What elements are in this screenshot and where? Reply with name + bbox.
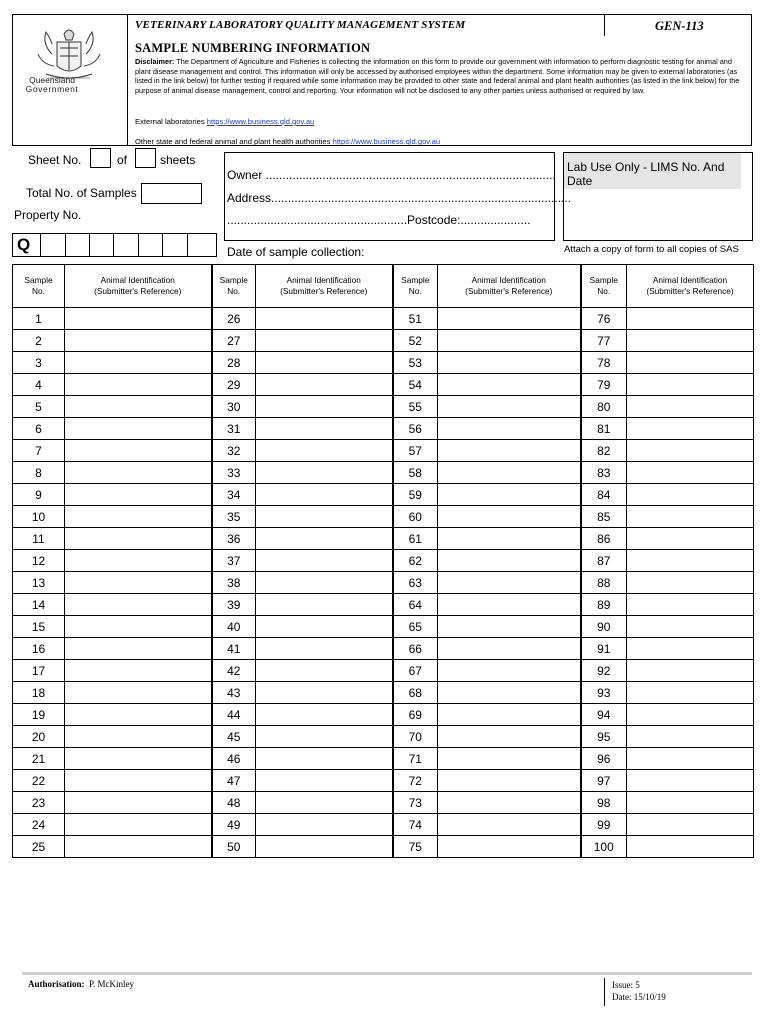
sample-number: 70 (393, 726, 438, 748)
authorisation (28, 979, 134, 989)
sample-number: 77 (581, 330, 627, 352)
property-digit[interactable] (139, 234, 163, 256)
table-row (13, 484, 754, 506)
sample-number: 73 (393, 792, 438, 814)
sample-number: 91 (581, 638, 627, 660)
animal-id-input[interactable] (65, 792, 212, 814)
sample-number: 28 (212, 352, 256, 374)
sample-number: 90 (581, 616, 627, 638)
sample-number: 87 (581, 550, 627, 572)
animal-id-input[interactable] (438, 836, 581, 858)
animal-id-input[interactable] (65, 330, 212, 352)
property-digit[interactable] (90, 234, 114, 256)
sample-number: 86 (581, 528, 627, 550)
table-row (13, 308, 754, 330)
animal-id-input[interactable] (65, 594, 212, 616)
queensland-government-logo (12, 14, 128, 146)
sample-number: 88 (581, 572, 627, 594)
col-animal-header: Animal Identification (Submitter's Reference) (627, 265, 754, 308)
logo-line-2: Government (25, 84, 79, 94)
sample-number: 63 (393, 572, 438, 594)
animal-id-input[interactable] (65, 616, 212, 638)
sample-number: 49 (212, 814, 256, 836)
animal-id-input[interactable] (65, 528, 212, 550)
animal-id-input[interactable] (627, 308, 754, 330)
table-row (13, 462, 754, 484)
logo-line-1: Queensland (29, 75, 75, 85)
sample-number: 45 (212, 726, 256, 748)
sample-number: 67 (393, 660, 438, 682)
col-animal-header: Animal Identification (Submitter's Reference) (256, 265, 393, 308)
table-row (13, 594, 754, 616)
animal-id-input[interactable] (627, 396, 754, 418)
animal-id-input[interactable] (256, 748, 393, 770)
sample-number: 29 (212, 374, 256, 396)
sample-number: 97 (581, 770, 627, 792)
table-row (13, 528, 754, 550)
sheets-label: sheets (160, 153, 196, 167)
sample-number: 52 (393, 330, 438, 352)
address-field[interactable]: Address.......................................................................................... (227, 191, 572, 205)
animal-id-input[interactable] (627, 704, 754, 726)
animal-id-input[interactable] (438, 770, 581, 792)
property-digit[interactable] (163, 234, 188, 256)
animal-id-input[interactable] (627, 528, 754, 550)
sample-number: 43 (212, 682, 256, 704)
sample-number: 13 (13, 572, 65, 594)
animal-id-input[interactable] (627, 352, 754, 374)
animal-id-input[interactable] (627, 440, 754, 462)
sample-number: 42 (212, 660, 256, 682)
animal-id-input[interactable] (627, 594, 754, 616)
sample-number: 26 (212, 308, 256, 330)
divider (604, 14, 605, 36)
animal-id-input[interactable] (65, 506, 212, 528)
property-no-label: Property No. (14, 208, 82, 222)
animal-id-input[interactable] (438, 682, 581, 704)
sample-number: 10 (13, 506, 65, 528)
sample-number: 31 (212, 418, 256, 440)
animal-id-input[interactable] (438, 330, 581, 352)
sample-number: 74 (393, 814, 438, 836)
table-row (13, 836, 754, 858)
issue-date: Date: 15/10/19 (612, 992, 666, 1002)
sample-number: 46 (212, 748, 256, 770)
sample-number: 93 (581, 682, 627, 704)
animal-id-input[interactable] (256, 330, 393, 352)
sample-number: 35 (212, 506, 256, 528)
table-row (13, 682, 754, 704)
sample-number: 36 (212, 528, 256, 550)
animal-id-input[interactable] (65, 440, 212, 462)
col-animal-header: Animal Identification (Submitter's Reference) (65, 265, 212, 308)
form-title: SAMPLE NUMBERING INFORMATION (135, 41, 371, 55)
table-row (13, 440, 754, 462)
lab-use-title: Lab Use Only - LIMS No. And Date (564, 153, 741, 189)
sample-number: 44 (212, 704, 256, 726)
sample-number: 51 (393, 308, 438, 330)
sample-number: 1 (13, 308, 65, 330)
postcode-field[interactable]: ......................................................Postcode:..................... (227, 213, 531, 227)
animal-id-input[interactable] (627, 330, 754, 352)
animal-id-input[interactable] (256, 572, 393, 594)
property-no-input[interactable] (12, 233, 217, 257)
property-digit[interactable] (66, 234, 90, 256)
sample-number: 21 (13, 748, 65, 770)
sample-number: 4 (13, 374, 65, 396)
animal-id-input[interactable] (65, 396, 212, 418)
col-sample-header: Sample No. (212, 265, 256, 308)
animal-id-input[interactable] (256, 440, 393, 462)
animal-id-input[interactable] (65, 660, 212, 682)
table-row (13, 638, 754, 660)
total-samples-input[interactable] (141, 183, 202, 204)
table-row (13, 616, 754, 638)
sample-number: 61 (393, 528, 438, 550)
footer-rule (22, 972, 752, 975)
table-row (13, 418, 754, 440)
sample-number: 32 (212, 440, 256, 462)
sheet-no-label: Sheet No. (28, 153, 82, 167)
authorisation-name: P. McKinley (89, 979, 135, 989)
sample-number: 54 (393, 374, 438, 396)
sample-number: 50 (212, 836, 256, 858)
table-row (13, 792, 754, 814)
sheet-no-input[interactable] (90, 148, 111, 168)
animal-id-input[interactable] (256, 704, 393, 726)
table-row (13, 704, 754, 726)
col-sample-header: Sample No. (393, 265, 438, 308)
animal-id-input[interactable] (256, 726, 393, 748)
animal-id-input[interactable] (627, 814, 754, 836)
sample-number: 12 (13, 550, 65, 572)
animal-id-input[interactable] (627, 484, 754, 506)
animal-id-input[interactable] (438, 638, 581, 660)
table-row (13, 330, 754, 352)
sample-number: 99 (581, 814, 627, 836)
sample-number: 81 (581, 418, 627, 440)
table-header (13, 265, 754, 308)
sample-number: 48 (212, 792, 256, 814)
animal-id-input[interactable] (256, 396, 393, 418)
q-prefix: Q (13, 234, 41, 256)
animal-id-input[interactable] (438, 396, 581, 418)
sample-number: 40 (212, 616, 256, 638)
animal-id-input[interactable] (438, 594, 581, 616)
animal-id-input[interactable] (627, 726, 754, 748)
table-row (13, 506, 754, 528)
animal-id-input[interactable] (438, 572, 581, 594)
sample-number: 75 (393, 836, 438, 858)
sample-number: 58 (393, 462, 438, 484)
sample-number: 37 (212, 550, 256, 572)
animal-id-input[interactable] (256, 660, 393, 682)
sample-number: 24 (13, 814, 65, 836)
sample-number: 39 (212, 594, 256, 616)
col-sample-header: Sample No. (581, 265, 627, 308)
animal-id-input[interactable] (65, 726, 212, 748)
sample-number: 17 (13, 660, 65, 682)
animal-id-input[interactable] (627, 682, 754, 704)
animal-id-input[interactable] (438, 814, 581, 836)
animal-id-input[interactable] (438, 528, 581, 550)
animal-id-input[interactable] (256, 814, 393, 836)
table-row (13, 814, 754, 836)
animal-id-input[interactable] (627, 418, 754, 440)
table-row (13, 770, 754, 792)
sample-number: 60 (393, 506, 438, 528)
sample-number: 3 (13, 352, 65, 374)
animal-id-input[interactable] (256, 616, 393, 638)
col-animal-header: Animal Identification (Submitter's Reference) (438, 265, 581, 308)
animal-id-input[interactable] (256, 484, 393, 506)
disclaimer-text: The Department of Agriculture and Fisheries is collecting the information on this form to provide our government with information to perform diagnostic testing for animal and plant disease management and control. This information will only be accessed by authorised employees within the department. Some information may be given to external laboratories (as listed in the link below) for further testing if required while some information may be provided to other state and federal animal and plant health authorities (as listed in the link below) for the purpose of animal disease management, control and reporting. Your information will not be disclosed to any other parties unless authorised or required by law. (135, 57, 740, 95)
other-labs-line (135, 137, 440, 145)
animal-id-input[interactable] (65, 836, 212, 858)
sample-number: 89 (581, 594, 627, 616)
table-row (13, 660, 754, 682)
sample-number: 6 (13, 418, 65, 440)
sample-number: 80 (581, 396, 627, 418)
property-digit[interactable] (41, 234, 66, 256)
sample-number: 92 (581, 660, 627, 682)
of-label: of (117, 153, 128, 167)
animal-id-input[interactable] (65, 814, 212, 836)
animal-id-input[interactable] (627, 770, 754, 792)
sample-number: 55 (393, 396, 438, 418)
table-row (13, 726, 754, 748)
animal-id-input[interactable] (438, 374, 581, 396)
sample-number: 64 (393, 594, 438, 616)
animal-id-input[interactable] (65, 704, 212, 726)
animal-id-input[interactable] (438, 704, 581, 726)
date-collection-label: Date of sample collection: (227, 245, 365, 259)
sample-number: 68 (393, 682, 438, 704)
sample-number: 5 (13, 396, 65, 418)
sample-number: 69 (393, 704, 438, 726)
animal-id-input[interactable] (65, 572, 212, 594)
animal-id-input[interactable] (256, 374, 393, 396)
sample-number: 83 (581, 462, 627, 484)
animal-id-input[interactable] (65, 748, 212, 770)
col-sample-header: Sample No. (13, 265, 65, 308)
sample-number: 82 (581, 440, 627, 462)
sample-number: 96 (581, 748, 627, 770)
animal-id-input[interactable] (438, 484, 581, 506)
animal-id-input[interactable] (256, 770, 393, 792)
table-row (13, 572, 754, 594)
animal-id-input[interactable] (256, 792, 393, 814)
animal-id-input[interactable] (627, 550, 754, 572)
animal-id-input[interactable] (438, 726, 581, 748)
animal-id-input[interactable] (627, 506, 754, 528)
animal-id-input[interactable] (65, 682, 212, 704)
animal-id-input[interactable] (438, 462, 581, 484)
sample-number: 2 (13, 330, 65, 352)
property-digit[interactable] (114, 234, 139, 256)
animal-id-input[interactable] (256, 308, 393, 330)
animal-id-input[interactable] (438, 550, 581, 572)
animal-id-input[interactable] (438, 506, 581, 528)
sample-number: 76 (581, 308, 627, 330)
sample-number: 18 (13, 682, 65, 704)
animal-id-input[interactable] (65, 308, 212, 330)
sample-number: 34 (212, 484, 256, 506)
animal-id-input[interactable] (256, 682, 393, 704)
sample-number: 85 (581, 506, 627, 528)
sample-number: 19 (13, 704, 65, 726)
animal-id-input[interactable] (627, 748, 754, 770)
animal-id-input[interactable] (438, 308, 581, 330)
sample-number: 11 (13, 528, 65, 550)
other-labs-label: Other state and federal animal and plant health authorities (135, 137, 331, 145)
sample-number: 16 (13, 638, 65, 660)
animal-id-input[interactable] (65, 638, 212, 660)
other-labs-link[interactable]: https://www.business.qld.gov.au (332, 137, 441, 145)
issue-number: Issue: 5 (612, 980, 640, 990)
sample-number: 14 (13, 594, 65, 616)
sample-number: 38 (212, 572, 256, 594)
animal-id-input[interactable] (256, 528, 393, 550)
animal-id-input[interactable] (65, 352, 212, 374)
property-digit[interactable] (188, 234, 216, 256)
sample-number: 65 (393, 616, 438, 638)
divider (604, 978, 605, 1006)
sample-number: 9 (13, 484, 65, 506)
sample-number: 53 (393, 352, 438, 374)
animal-id-input[interactable] (65, 462, 212, 484)
animal-id-input[interactable] (627, 374, 754, 396)
sample-number: 100 (581, 836, 627, 858)
animal-id-input[interactable] (438, 748, 581, 770)
animal-id-input[interactable] (438, 440, 581, 462)
animal-id-input[interactable] (627, 660, 754, 682)
system-title: VETERINARY LABORATORY QUALITY MANAGEMENT SYSTEM (135, 19, 466, 31)
table-row (13, 550, 754, 572)
animal-id-input[interactable] (438, 660, 581, 682)
sample-number: 47 (212, 770, 256, 792)
sample-number: 27 (212, 330, 256, 352)
sample-number: 72 (393, 770, 438, 792)
sample-number: 71 (393, 748, 438, 770)
sample-number: 33 (212, 462, 256, 484)
sample-number: 59 (393, 484, 438, 506)
animal-id-input[interactable] (256, 418, 393, 440)
sample-number: 66 (393, 638, 438, 660)
animal-id-input[interactable] (627, 616, 754, 638)
sample-number: 25 (13, 836, 65, 858)
animal-id-input[interactable] (438, 352, 581, 374)
sample-number: 22 (13, 770, 65, 792)
animal-id-input[interactable] (256, 462, 393, 484)
animal-id-input[interactable] (256, 506, 393, 528)
disclaimer-label: Disclaimer: (135, 57, 175, 66)
animal-id-input[interactable] (438, 792, 581, 814)
sample-number: 79 (581, 374, 627, 396)
sample-table (12, 264, 754, 858)
animal-id-input[interactable] (65, 374, 212, 396)
sample-number: 57 (393, 440, 438, 462)
total-samples-label: Total No. of Samples (26, 186, 137, 200)
sample-number: 62 (393, 550, 438, 572)
animal-id-input[interactable] (627, 792, 754, 814)
animal-id-input[interactable] (627, 462, 754, 484)
sample-number: 94 (581, 704, 627, 726)
animal-id-input[interactable] (65, 418, 212, 440)
animal-id-input[interactable] (438, 616, 581, 638)
animal-id-input[interactable] (438, 418, 581, 440)
attach-note: Attach a copy of form to all copies of SAS (564, 244, 739, 255)
form-code: GEN-113 (655, 19, 704, 33)
sample-number: 84 (581, 484, 627, 506)
sample-number: 23 (13, 792, 65, 814)
sample-number: 56 (393, 418, 438, 440)
animal-id-input[interactable] (256, 352, 393, 374)
sample-number: 30 (212, 396, 256, 418)
animal-id-input[interactable] (627, 836, 754, 858)
sample-number: 78 (581, 352, 627, 374)
disclaimer (135, 57, 745, 95)
sheets-total-input[interactable] (135, 148, 156, 168)
table-row (13, 396, 754, 418)
issue-info (612, 979, 666, 1003)
sample-number: 7 (13, 440, 65, 462)
sample-number: 41 (212, 638, 256, 660)
external-labs-link[interactable]: https://www.business.qld.gov.au (206, 117, 315, 126)
sample-number: 95 (581, 726, 627, 748)
animal-id-input[interactable] (627, 638, 754, 660)
authorisation-label: Authorisation: (28, 979, 85, 989)
sample-number: 20 (13, 726, 65, 748)
animal-id-input[interactable] (65, 484, 212, 506)
table-row (13, 352, 754, 374)
animal-id-input[interactable] (256, 836, 393, 858)
external-labs-line (135, 117, 314, 126)
animal-id-input[interactable] (256, 594, 393, 616)
owner-field[interactable]: Owner ....................................................................................... (227, 168, 556, 182)
animal-id-input[interactable] (65, 550, 212, 572)
animal-id-input[interactable] (65, 770, 212, 792)
animal-id-input[interactable] (256, 550, 393, 572)
sample-number: 8 (13, 462, 65, 484)
sample-number: 15 (13, 616, 65, 638)
table-row (13, 374, 754, 396)
table-row (13, 748, 754, 770)
animal-id-input[interactable] (256, 638, 393, 660)
animal-id-input[interactable] (627, 572, 754, 594)
sample-number: 98 (581, 792, 627, 814)
external-labs-label: External laboratories (135, 117, 205, 126)
